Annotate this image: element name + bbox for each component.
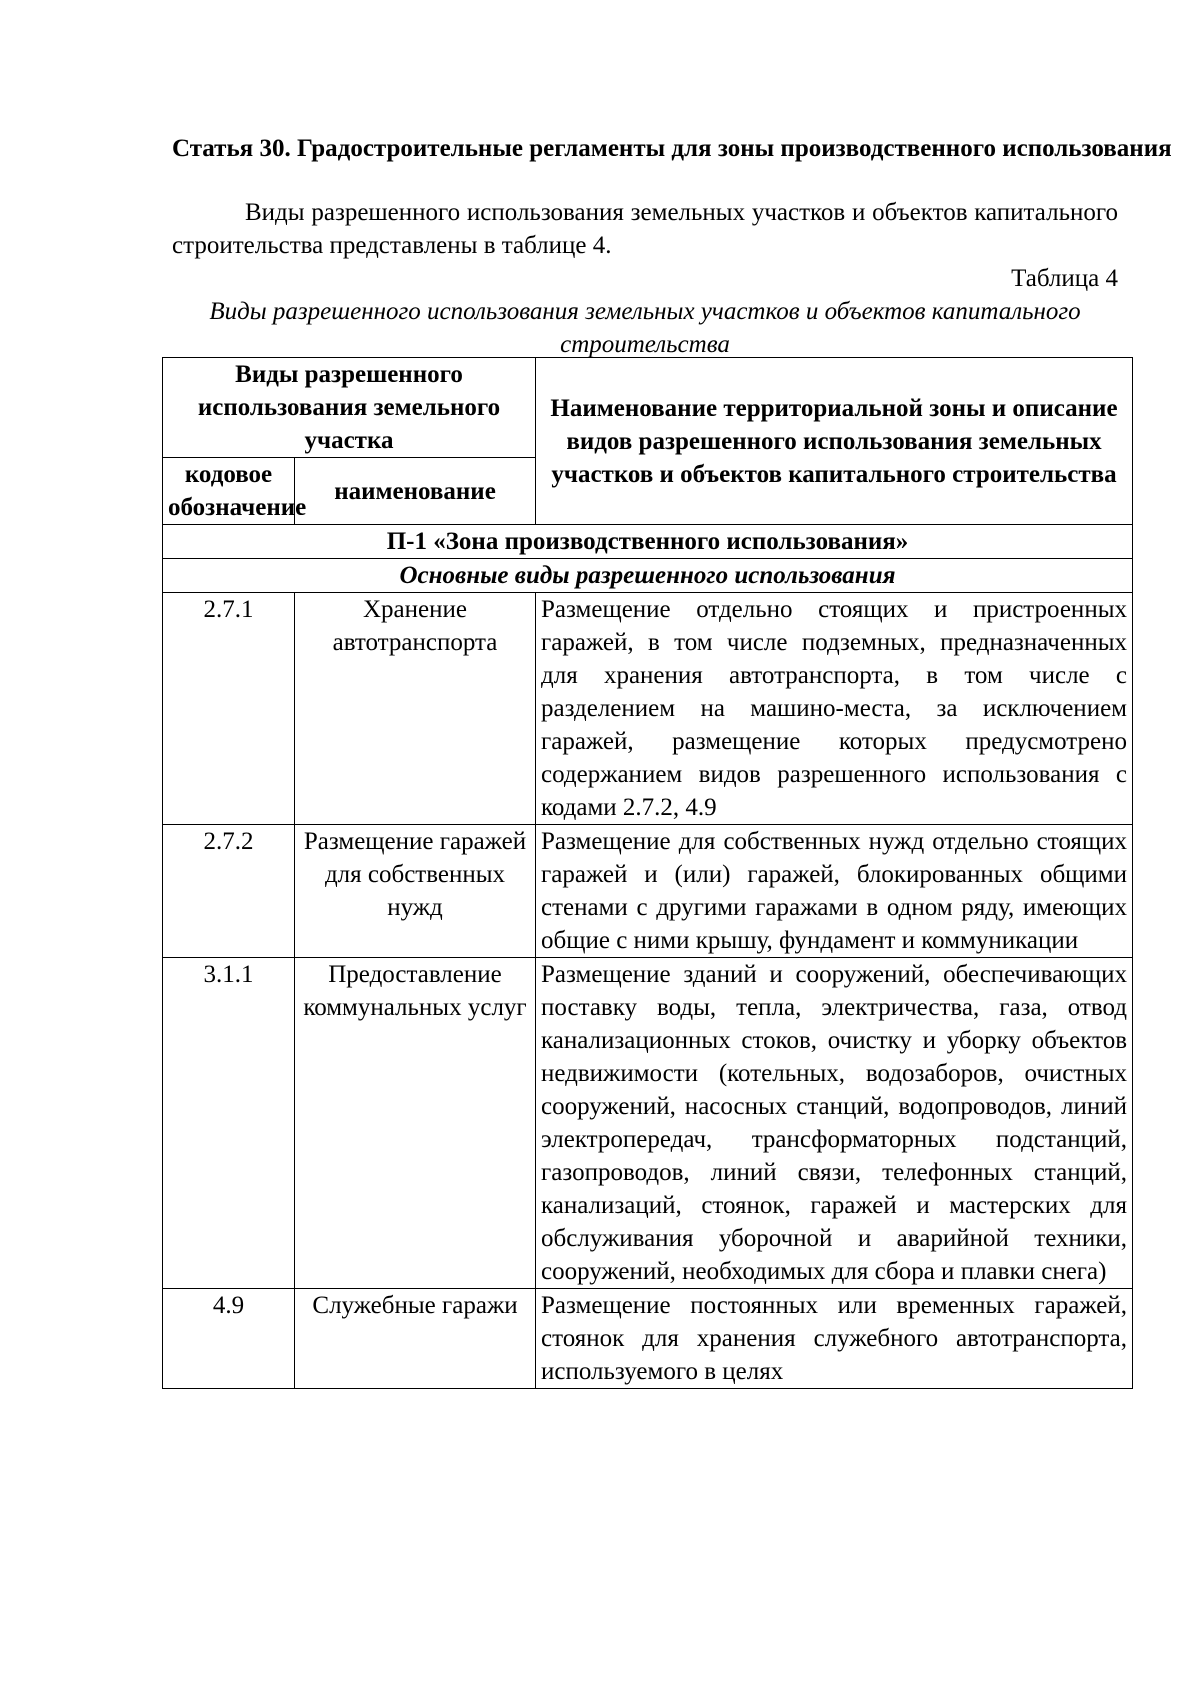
table-row — [163, 593, 1133, 825]
subsection-title: Основные виды разрешенного использования — [163, 559, 1133, 593]
row-code: 2.7.2 — [163, 825, 295, 958]
zone-row — [163, 525, 1133, 559]
row-code: 3.1.1 — [163, 958, 295, 1289]
zone-title: П-1 «Зона производственного использования» — [163, 525, 1133, 559]
row-name: Служебные гаражи — [295, 1289, 536, 1389]
table-row — [163, 825, 1133, 958]
header-code: кодовое обозначение — [163, 458, 295, 525]
regulations-table — [162, 357, 1133, 1389]
row-name: Предоставление коммунальных услуг — [295, 958, 536, 1289]
row-description: Размещение зданий и сооружений, обеспечивающих поставку воды, тепла, электричества, газа, отвод канализационных стоков, очистку и уборку объектов недвижимости (котельных, водозаборов, очистных сооружений, насосных станций, водопроводов, линий электропередач, трансформаторных подстанций, газопроводов, линий связи, телефонных станций, канализаций, стоянок, гаражей и мастерских для обслуживания уборочной и аварийной техники, сооружений, необходимых для сбора и плавки снега) — [536, 958, 1133, 1289]
table-number: Таблица 4 — [1011, 265, 1118, 292]
row-name: Хранение автотранспорта — [295, 593, 536, 825]
row-description: Размещение отдельно стоящих и пристроенных гаражей, в том числе подземных, предназначенных для хранения автотранспорта, в том числе с разделением на машино-места, за исключением гаражей, размещение которых предусмотрено содержанием видов разрешенного использования с кодами 2.7.2, 4.9 — [536, 593, 1133, 825]
subsection-row — [163, 559, 1133, 593]
header-description: Наименование территориальной зоны и описание видов разрешенного использования земельных участков и объектов капитального строительства — [536, 358, 1133, 525]
table-row — [163, 1289, 1133, 1389]
article-title: Статья 30. Градостроительные регламенты для зоны производственного использования — [172, 135, 1172, 162]
table-row — [163, 958, 1133, 1289]
row-code: 2.7.1 — [163, 593, 295, 825]
row-description: Размещение для собственных нужд отдельно стоящих гаражей и (или) гаражей, блокированных общими стенами с другими гаражами в одном ряду, имеющих общие с ними крышу, фундамент и коммуникации — [536, 825, 1133, 958]
header-group: Виды разрешенного использования земельного участка — [163, 358, 536, 458]
table-caption: Виды разрешенного использования земельных участков и объектов капитального строительства — [209, 298, 1081, 358]
row-code: 4.9 — [163, 1289, 295, 1389]
intro-paragraph: Виды разрешенного использования земельных участков и объектов капитального строительства представлены в таблице 4. — [172, 199, 1118, 259]
header-name: наименование — [295, 458, 536, 525]
row-name: Размещение гаражей для собственных нужд — [295, 825, 536, 958]
row-description: Размещение постоянных или временных гаражей, стоянок для хранения служебного автотранспорта, используемого в целях — [536, 1289, 1133, 1389]
